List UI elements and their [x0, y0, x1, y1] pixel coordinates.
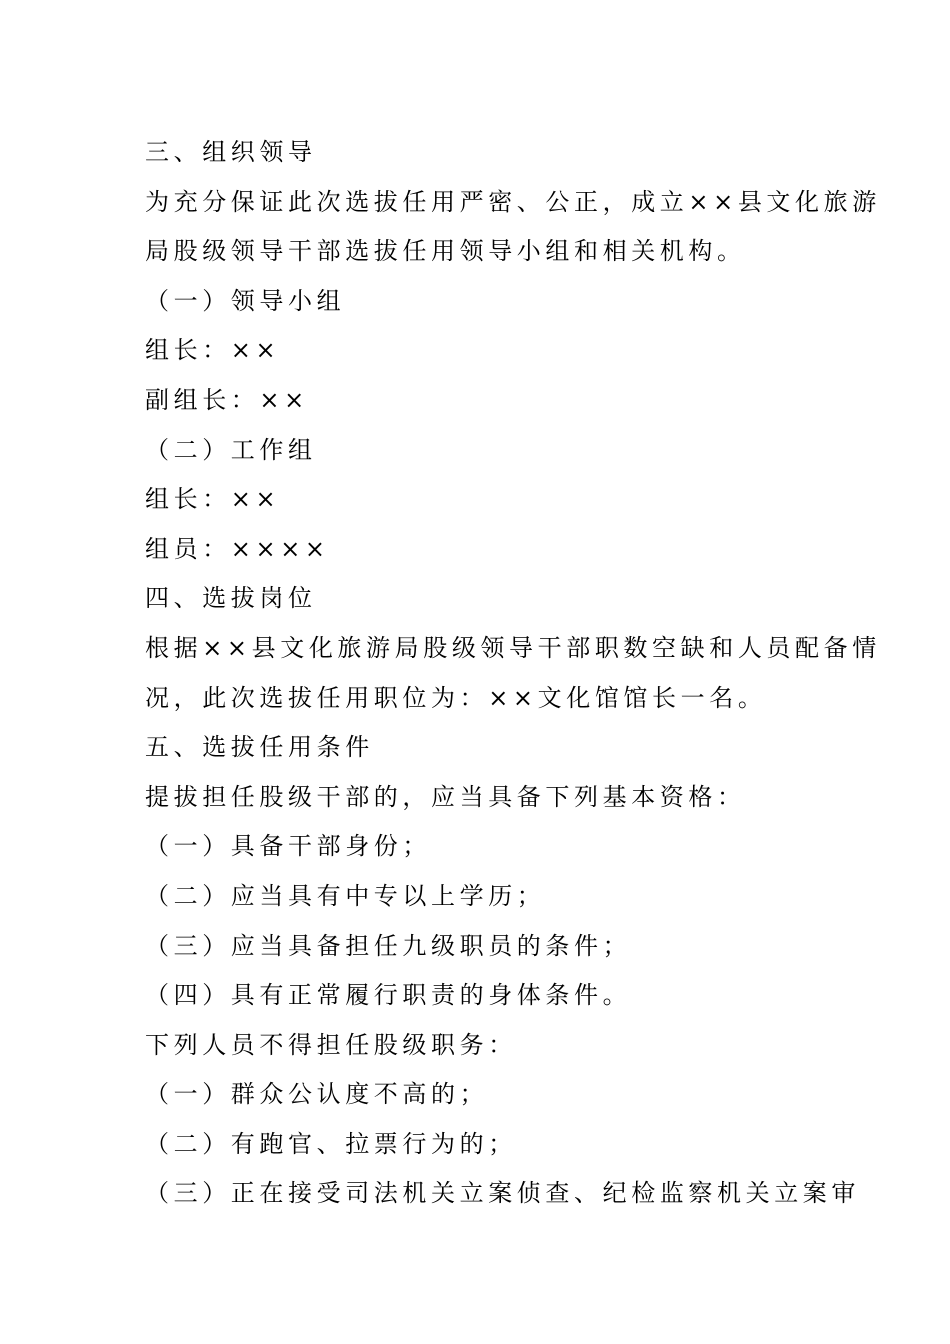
section-heading-conditions: 五、选拔任用条件	[145, 733, 374, 762]
subsection-heading-leadership-group: （一）领导小组	[145, 286, 346, 315]
paragraph-line: 况，此次选拔任用职位为：××文化馆馆长一名。	[145, 683, 767, 712]
paragraph-line: 副组长：××	[145, 385, 309, 414]
paragraph-line: 组长：××	[145, 485, 281, 514]
paragraph-line: 组员：××××	[145, 534, 330, 563]
paragraph-line: 根据××县文化旅游局股级领导干部职数空缺和人员配备情	[145, 633, 881, 662]
list-item: （二）有跑官、拉票行为的；	[145, 1129, 517, 1158]
list-item: （三）应当具备担任九级职员的条件；	[145, 931, 632, 960]
list-item: （四）具有正常履行职责的身体条件。	[145, 981, 632, 1010]
paragraph-line: 组长：××	[145, 336, 281, 365]
paragraph-line: 为充分保证此次选拔任用严密、公正，成立××县文化旅游	[145, 187, 881, 216]
subsection-heading-work-group: （二）工作组	[145, 435, 317, 464]
paragraph-line: 提拔担任股级干部的，应当具备下列基本资格：	[145, 782, 746, 811]
paragraph-line: 下列人员不得担任股级职务：	[145, 1030, 517, 1059]
list-item: （三）正在接受司法机关立案侦查、纪检监察机关立案审	[145, 1179, 860, 1208]
list-item: （二）应当具有中专以上学历；	[145, 881, 546, 910]
list-item: （一）具备干部身份；	[145, 832, 431, 861]
list-item: （一）群众公认度不高的；	[145, 1080, 489, 1109]
paragraph-line: 局股级领导干部选拔任用领导小组和相关机构。	[145, 237, 746, 266]
section-heading-organization: 三、组织领导	[145, 138, 317, 166]
document-body	[145, 128, 881, 1219]
section-heading-positions: 四、选拔岗位	[145, 584, 317, 613]
